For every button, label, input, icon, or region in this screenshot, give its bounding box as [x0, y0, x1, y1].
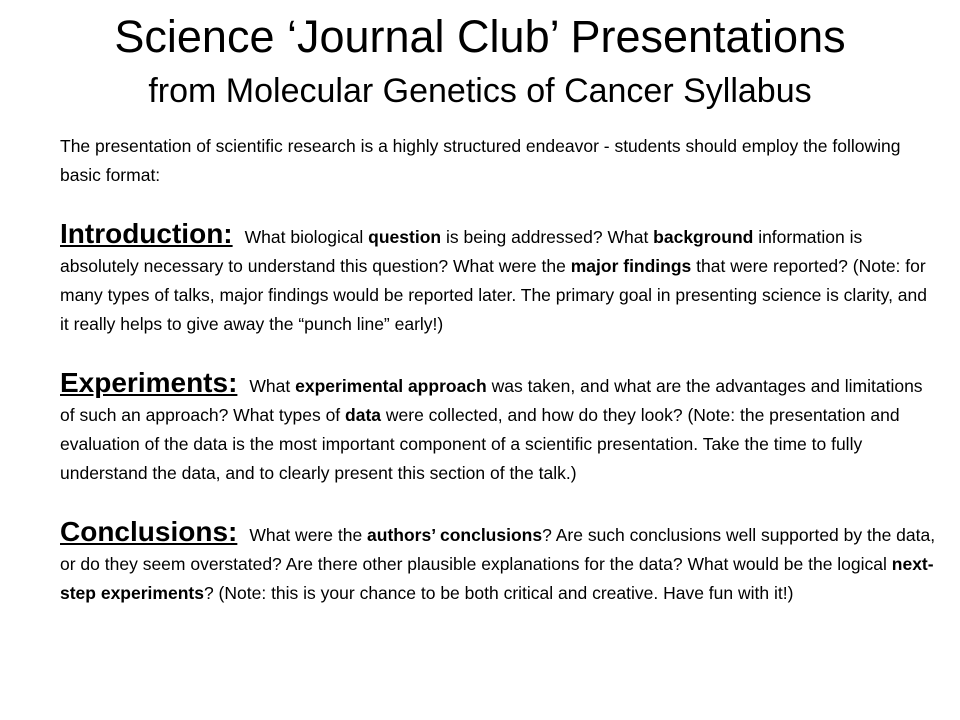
conclusions-text-3: ? (Note: this is your chance to be both critical and creative. Have fun with it!) [203, 583, 794, 603]
experiments-heading: Experiments: [60, 367, 238, 398]
conclusions-section [60, 517, 940, 608]
conclusions-text-1: What were the [249, 525, 368, 545]
introduction-text-1: What biological [244, 227, 369, 247]
experiments-bold-approach: experimental approach [295, 376, 487, 396]
introduction-bold-question: question [368, 227, 442, 247]
experiments-text-1: What [249, 376, 296, 396]
introduction-text-4: that were reported? (Note: for many types of talks, major findings would be reported later. The primary goal in presenting science is clarity, and it really helps to give away the “punch line” early!) [60, 256, 928, 334]
experiments-text-3: were collected, and how do they look? (Note: the presentation and evaluation of the data is the most important component of a scientific presentation. Take the time to fully understand the data, and to clearly present this section of the talk.) [60, 405, 900, 483]
experiments-text-2: was taken, and what are the advantages and limitations of such an approach? What types of [60, 376, 923, 425]
conclusions-heading: Conclusions: [60, 516, 238, 547]
introduction-heading: Introduction: [60, 218, 233, 249]
slide-body [60, 132, 940, 608]
introduction-bold-major-findings: major findings [570, 256, 692, 276]
introduction-bold-background: background [653, 227, 754, 247]
conclusions-text-2: ? Are such conclusions well supported by the data, or do they seem overstated? Are there other plausible explanations for the data? What would be the logical [60, 525, 936, 574]
intro-paragraph: The presentation of scientific research is a highly structured endeavor - students should employ the following basic format: [60, 136, 901, 185]
introduction-text-3: information is absolutely necessary to understand this question? What were the [60, 227, 863, 276]
slide-subtitle: from Molecular Genetics of Cancer Syllabus [148, 72, 812, 110]
conclusions-bold-authors-conclusions: authors’ conclusions [367, 525, 543, 545]
introduction-text-2: is being addressed? What [441, 227, 654, 247]
experiments-section [60, 368, 940, 488]
introduction-section [60, 219, 940, 339]
conclusions-bold-next-step: next-step experiments [60, 554, 934, 603]
slide-title: Science ‘Journal Club’ Presentations [114, 11, 846, 62]
experiments-bold-data: data [345, 405, 382, 425]
